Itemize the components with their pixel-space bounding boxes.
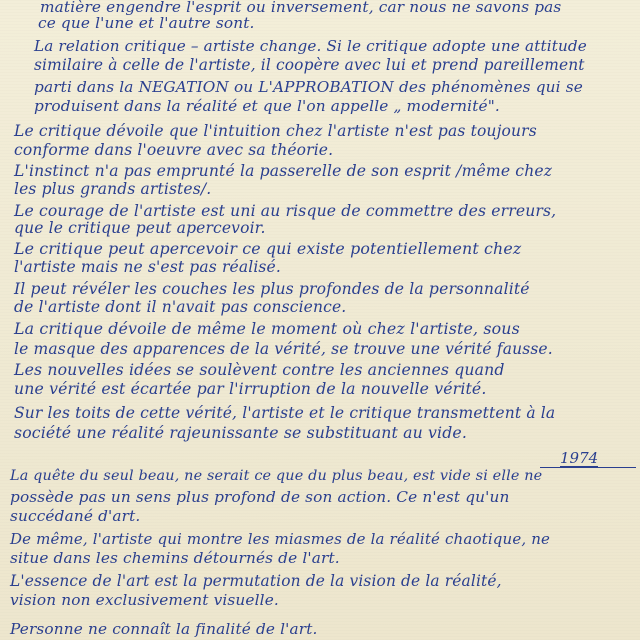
text-line: les plus grands artistes/.: [14, 180, 212, 198]
text-line: similaire à celle de l'artiste, il coopère avec lui et prend pareillement: [34, 56, 585, 74]
text-line: Le critique peut apercevoir ce qui existe potentiellement chez: [14, 239, 522, 258]
text-line: Le courage de l'artiste est uni au risque de commettre des erreurs,: [14, 202, 557, 220]
text-line: Personne ne connaît la finalité de l'art.: [10, 620, 318, 638]
text-line: La quête du seul beau, ne serait ce que du plus beau, est vide si elle ne: [10, 468, 543, 484]
text-line: situe dans les chemins détournés de l'art.: [10, 549, 340, 567]
text-line: Sur les toits de cette vérité, l'artiste et le critique transmettent à la: [14, 404, 556, 422]
year-annotation: 1974: [560, 449, 599, 467]
text-line: Il peut révéler les couches les plus profondes de la personnalité: [14, 280, 530, 298]
text-line: conforme dans l'oeuvre avec sa théorie.: [14, 141, 334, 159]
text-line: parti dans la NEGATION ou L'APPROBATION des phénomènes qui se: [34, 78, 583, 96]
text-line: une vérité est écartée par l'irruption de la nouvelle vérité.: [14, 379, 487, 398]
text-line: matière engendre l'esprit ou inversement, car nous ne savons pas: [40, 0, 562, 16]
text-line: Les nouvelles idées se soulèvent contre les anciennes quand: [14, 360, 505, 379]
text-line: que le critique peut apercevoir.: [14, 219, 266, 237]
text-line: vision non exclusivement visuelle.: [10, 591, 279, 609]
text-line: société une réalité rajeunissante se substituant au vide.: [14, 423, 467, 442]
text-line: succédané d'art.: [10, 507, 141, 525]
text-line: possède pas un sens plus profond de son action. Ce n'est qu'un: [10, 488, 510, 506]
text-line: produisent dans la réalité et que l'on appelle „ modernité".: [34, 97, 500, 115]
text-line: La relation critique – artiste change. Si le critique adopte une attitude: [34, 37, 587, 55]
text-line: de l'artiste dont il n'avait pas conscience.: [14, 298, 347, 316]
text-line: La critique dévoile de même le moment où chez l'artiste, sous: [14, 319, 520, 338]
text-line: ce que l'une et l'autre sont.: [38, 14, 255, 32]
text-line: L'instinct n'a pas emprunté la passerelle de son esprit /même chez: [14, 162, 553, 180]
text-line: l'artiste mais ne s'est pas réalisé.: [14, 258, 281, 276]
text-line: De même, l'artiste qui montre les miasmes de la réalité chaotique, ne: [10, 530, 551, 548]
underline-rule: [540, 467, 636, 468]
text-line: Le critique dévoile que l'intuition chez l'artiste n'est pas toujours: [14, 122, 537, 140]
text-line: le masque des apparences de la vérité, se trouve une vérité fausse.: [14, 340, 553, 358]
text-line: L'essence de l'art est la permutation de la vision de la réalité,: [10, 572, 502, 590]
